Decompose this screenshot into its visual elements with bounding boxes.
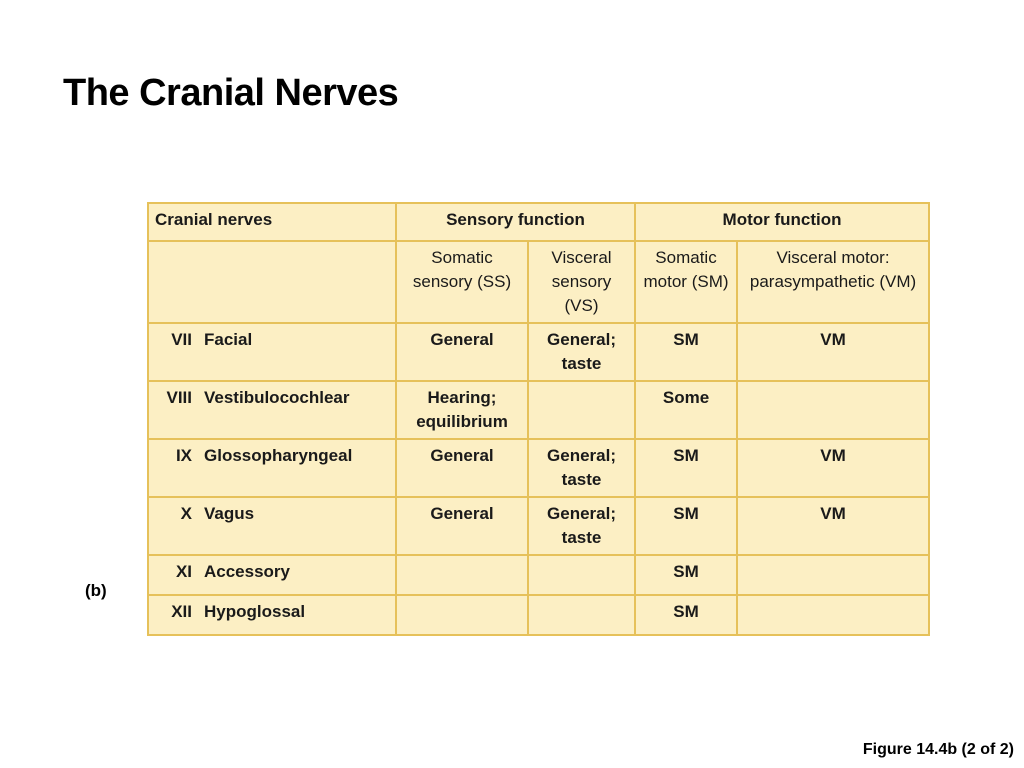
vs-cell [528, 381, 635, 439]
nerve-number: VIII [148, 381, 198, 439]
nerve-number: VII [148, 323, 198, 381]
table-subheader-row [148, 241, 929, 323]
nerve-number: XI [148, 555, 198, 595]
table-row [148, 497, 929, 555]
nerve-name: Hypoglossal [198, 595, 396, 635]
ss-cell: General [396, 439, 528, 497]
header-cranial-nerves: Cranial nerves [148, 203, 396, 241]
nerve-number: X [148, 497, 198, 555]
ss-cell: Hearing; equilibrium [396, 381, 528, 439]
sm-cell: SM [635, 439, 737, 497]
ss-cell [396, 595, 528, 635]
ss-cell: General [396, 497, 528, 555]
header-sensory-function: Sensory function [396, 203, 635, 241]
table-row [148, 323, 929, 381]
subheader-visceral-motor: Visceral motor: parasympathetic (VM) [737, 241, 929, 323]
vm-cell: VM [737, 497, 929, 555]
nerve-number: IX [148, 439, 198, 497]
table-row [148, 381, 929, 439]
cranial-nerves-table [147, 202, 930, 636]
slide-title: The Cranial Nerves [63, 72, 399, 114]
subheader-empty-cell [148, 241, 396, 323]
sm-cell: SM [635, 595, 737, 635]
sm-cell: SM [635, 323, 737, 381]
vm-cell [737, 555, 929, 595]
vm-cell [737, 595, 929, 635]
nerve-name: Accessory [198, 555, 396, 595]
vm-cell: VM [737, 323, 929, 381]
vs-cell: General; taste [528, 439, 635, 497]
table-row [148, 595, 929, 635]
table-row [148, 555, 929, 595]
figure-caption: Figure 14.4b (2 of 2) [862, 741, 1014, 758]
sm-cell: Some [635, 381, 737, 439]
nerve-number: XII [148, 595, 198, 635]
vs-cell: General; taste [528, 497, 635, 555]
nerve-name: Glossopharyngeal [198, 439, 396, 497]
vs-cell [528, 595, 635, 635]
subheader-somatic-motor: Somatic motor (SM) [635, 241, 737, 323]
ss-cell [396, 555, 528, 595]
subheader-somatic-sensory: Somatic sensory (SS) [396, 241, 528, 323]
sm-cell: SM [635, 555, 737, 595]
table-header-row [148, 203, 929, 241]
table-row [148, 439, 929, 497]
ss-cell: General [396, 323, 528, 381]
nerve-name: Vagus [198, 497, 396, 555]
vm-cell [737, 381, 929, 439]
sm-cell: SM [635, 497, 737, 555]
vm-cell: VM [737, 439, 929, 497]
nerve-name: Vestibulocochlear [198, 381, 396, 439]
vs-cell: General; taste [528, 323, 635, 381]
header-motor-function: Motor function [635, 203, 929, 241]
panel-label: (b) [85, 581, 107, 600]
nerve-name: Facial [198, 323, 396, 381]
subheader-visceral-sensory: Visceral sensory (VS) [528, 241, 635, 323]
vs-cell [528, 555, 635, 595]
